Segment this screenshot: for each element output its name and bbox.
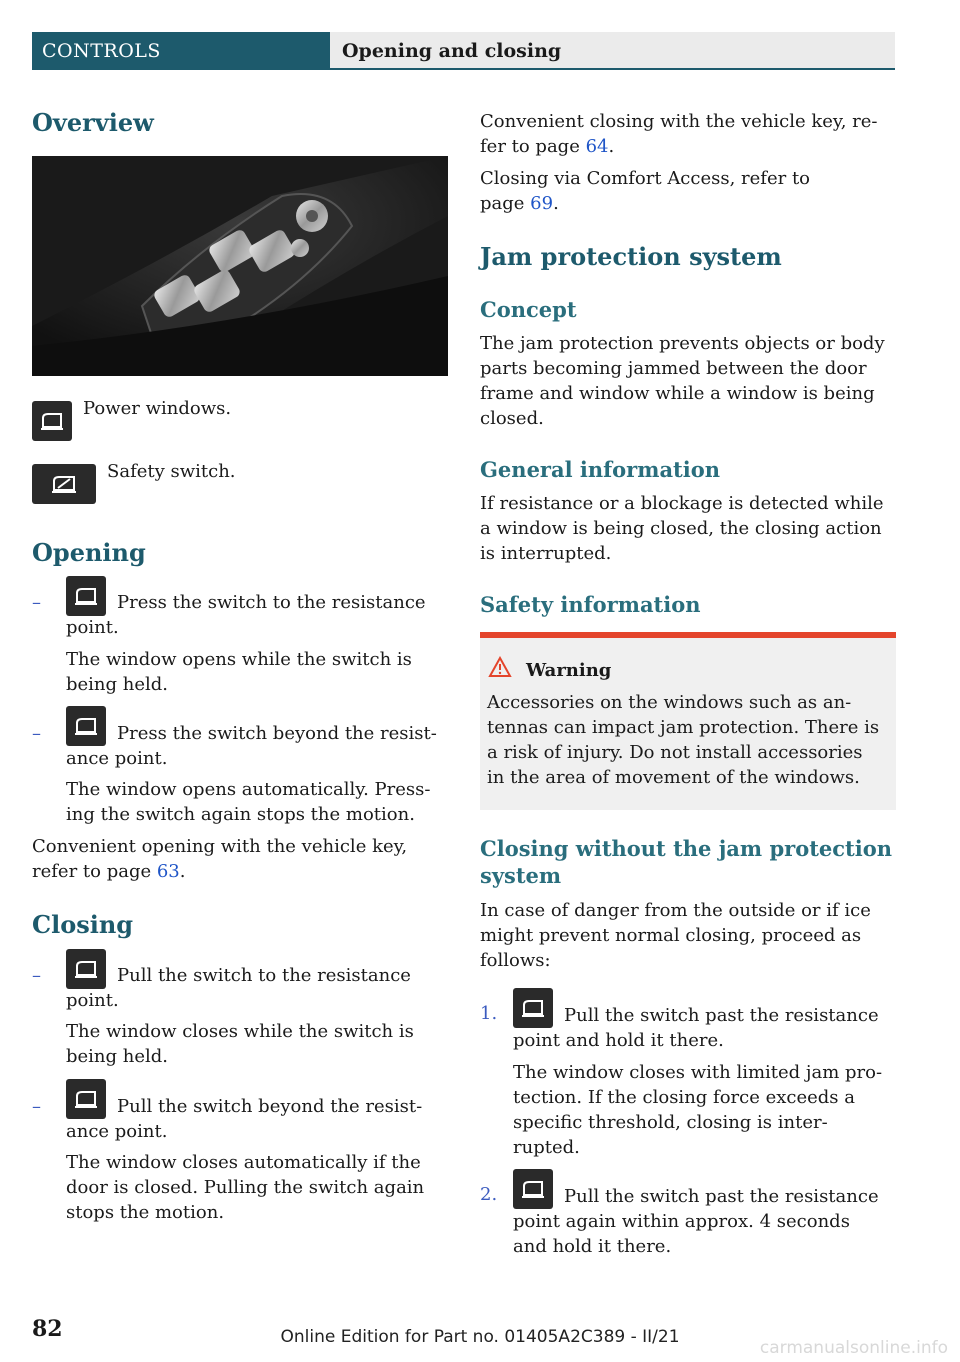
list-item-note: ing the switch again stops the motion. <box>66 804 415 825</box>
concept-text: parts becoming jammed between the door <box>480 358 867 379</box>
comfort-access-text: page 69. <box>480 193 559 214</box>
closing-without-text: follows: <box>480 950 551 971</box>
warning-text: in the area of movement of the windows. <box>487 767 860 788</box>
list-item-note: stops the motion. <box>66 1202 225 1223</box>
page-title: Opening and closing <box>330 32 895 70</box>
concept-text: The jam protection prevents objects or body <box>480 333 885 354</box>
window-switch-icon <box>513 988 553 1028</box>
list-item-note: The window opens while the switch is <box>66 649 412 670</box>
list-item: Press the switch beyond the resist- <box>117 723 437 744</box>
opening-heading: Opening <box>32 538 146 567</box>
list-item: Pull the switch to the resistance <box>117 965 411 986</box>
list-item-note: door is closed. Pulling the switch again <box>66 1177 425 1198</box>
closing-heading: Closing <box>32 910 134 939</box>
warning-text: Accessories on the windows such as an- <box>487 692 852 713</box>
window-switch-icon <box>66 706 106 746</box>
warning-title: Warning <box>526 660 612 681</box>
warning-text: tennas can impact jam protection. There is <box>487 717 880 738</box>
power-windows-label: Power windows. <box>83 398 232 419</box>
step-number: 2. <box>480 1184 498 1205</box>
safety-switch-icon <box>32 464 96 504</box>
convenient-closing-text: fer to page 64. <box>480 136 615 157</box>
list-item-note: being held. <box>66 674 169 695</box>
step-note: rupted. <box>513 1137 580 1158</box>
closing-without-text: might prevent normal closing, proceed as <box>480 925 862 946</box>
section-tab: CONTROLS <box>32 32 330 70</box>
convenient-opening-text: Convenient opening with the vehicle key, <box>32 836 408 857</box>
step-text: point again within approx. 4 seconds <box>513 1211 850 1232</box>
window-switch-icon <box>66 1079 106 1119</box>
overview-heading: Overview <box>32 108 154 137</box>
window-switch-icon <box>513 1169 553 1209</box>
page-link[interactable]: 69 <box>530 193 554 214</box>
convenient-opening-text: refer to page 63. <box>32 861 186 882</box>
list-item-note: The window closes while the switch is <box>66 1021 414 1042</box>
window-switch-icon <box>32 401 72 441</box>
list-dash: – <box>32 1096 41 1117</box>
list-item: point. <box>66 990 119 1011</box>
concept-text: frame and window while a window is being <box>480 383 875 404</box>
page-number: 82 <box>32 1316 63 1342</box>
list-item: Press the switch to the resistance <box>117 592 426 613</box>
step-text: point and hold it there. <box>513 1030 724 1051</box>
list-dash: – <box>32 965 41 986</box>
general-text: is interrupted. <box>480 543 612 564</box>
safety-information-heading: Safety information <box>480 592 701 617</box>
general-information-heading: General information <box>480 457 721 482</box>
step-note: tection. If the closing force exceeds a <box>513 1087 855 1108</box>
jam-protection-heading: Jam protection system <box>480 242 782 271</box>
list-item-note: The window closes automatically if the <box>66 1152 421 1173</box>
closing-without-heading: system <box>480 863 562 888</box>
closing-without-heading: Closing without the jam protection <box>480 836 893 861</box>
list-item-note: The window opens automatically. Press- <box>66 779 431 800</box>
page-link[interactable]: 64 <box>585 136 609 157</box>
list-item: Pull the switch beyond the resist- <box>117 1096 423 1117</box>
closing-without-text: In case of danger from the outside or if ice <box>480 900 871 921</box>
general-text: If resistance or a blockage is detected while <box>480 493 884 514</box>
list-item: ance point. <box>66 748 168 769</box>
general-text: a window is being closed, the closing action <box>480 518 882 539</box>
list-item: ance point. <box>66 1121 168 1142</box>
window-switch-icon <box>66 576 106 616</box>
step-number: 1. <box>480 1003 498 1024</box>
page-link[interactable]: 63 <box>156 861 180 882</box>
window-switch-icon <box>66 949 106 989</box>
list-dash: – <box>32 723 41 744</box>
concept-heading: Concept <box>480 297 577 322</box>
step-text: and hold it there. <box>513 1236 672 1257</box>
safety-switch-label: Safety switch. <box>107 461 236 482</box>
warning-text: a risk of injury. Do not install accessories <box>487 742 863 763</box>
convenient-closing-text: Convenient closing with the vehicle key, re- <box>480 111 878 132</box>
list-item-note: being held. <box>66 1046 169 1067</box>
warning-triangle-icon <box>488 656 512 678</box>
step-note: The window closes with limited jam pro- <box>513 1062 883 1083</box>
watermark: carmanualsonline.info <box>759 1338 948 1358</box>
step-text: Pull the switch past the resistance <box>564 1186 879 1207</box>
list-item: point. <box>66 617 119 638</box>
step-text: Pull the switch past the resistance <box>564 1005 879 1026</box>
list-dash: – <box>32 592 41 613</box>
power-window-switch-photo <box>32 156 448 376</box>
concept-text: closed. <box>480 408 544 429</box>
step-note: specific threshold, closing is inter- <box>513 1112 828 1133</box>
comfort-access-text: Closing via Comfort Access, refer to <box>480 168 811 189</box>
edition-info: Online Edition for Part no. 01405A2C389 - II/21 <box>280 1327 680 1347</box>
